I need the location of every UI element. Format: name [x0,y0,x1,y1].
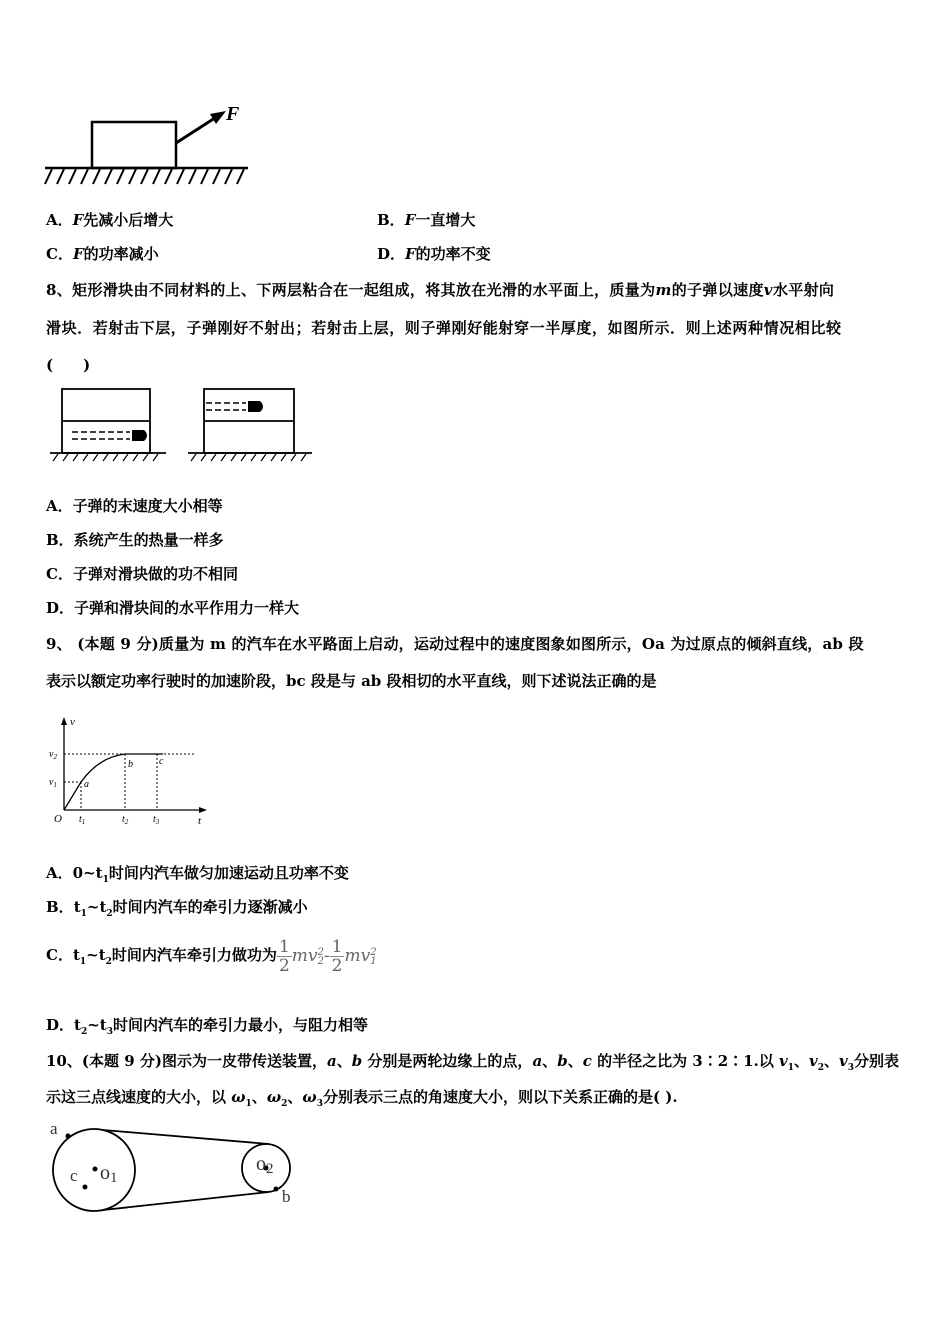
option-text: 时间内汽车的牵引力逐渐减小 [112,898,308,916]
separator: 、 [567,1052,583,1070]
point-c-label: c [70,1166,78,1185]
option-letter: A． [46,211,73,229]
option-letter: B． [46,898,74,916]
q9-stem-line1: 9、 (本题 9 分)质量为 m 的汽车在水平路面上启动，运动过程中的速度图象如图所示，Oa 为过原点的倾斜直线，ab 段 [46,635,864,653]
separator: 、 [336,1052,352,1070]
var-omega: ω [266,1088,282,1106]
subscript: 3 [106,1027,113,1037]
var-omega: ω [231,1088,246,1106]
stem-text: 分别表 [854,1052,900,1070]
q8-stem-line3: ( ) [46,356,91,374]
mv-symbol: mv [291,946,318,966]
fraction-denominator: 2 [331,955,343,976]
block-upper-shot [188,389,312,461]
stem-text: 的子弹以速度 [671,281,764,299]
fraction-half-2 [330,938,345,975]
time-var: ~t [87,1016,107,1034]
var-v: v [809,1052,818,1070]
q9-option-b [46,897,308,924]
superscript: 2 [370,946,377,958]
option-letter: C． [46,245,73,263]
stem-text: 8、矩形滑块由不同材料的上、下两层粘合在一起组成，将其放在光滑的水平面上，质量为 [46,281,656,299]
time-var: t [74,1016,81,1034]
mv-symbol: mv [344,946,371,966]
q8-option-b: B．系统产生的热量一样多 [46,531,224,549]
fraction-denominator: 2 [278,955,290,976]
separator: 、 [824,1052,840,1070]
option-var: F [72,245,84,263]
option-var: F [72,211,84,229]
var-v: v [763,281,773,299]
q7-option-a [46,210,173,230]
label-t2: $t_2$ [122,814,129,826]
option-letter: C． [46,946,73,964]
subscript: 3 [316,1099,323,1109]
q10-stem-line2 [46,1087,678,1114]
stem-text: 分别表示三点的角速度大小，则以下关系正确的是( ). [322,1088,678,1106]
option-letter: D． [377,245,406,263]
q8-stem-line2: 滑块．若射击下层，子弹刚好不射出；若射击上层，则子弹刚好能射穿一半厚度，如图所示．则上述两种情况相比较 [46,319,842,337]
time-var: 0~t [72,864,103,882]
option-text: 时间内汽车牵引力做功为 [111,946,277,964]
var-m: m [655,281,672,299]
time-var: ~t [86,946,106,964]
force-label: F [226,103,240,125]
option-var: F [404,211,416,229]
q7-option-b [377,210,475,230]
stem-text: 10、(本题 9 分)图示为一皮带传送装置， [46,1052,327,1070]
subscript: 2 [317,955,324,967]
subscript: 3 [847,1063,855,1073]
q8-stem-line1 [46,280,834,300]
kinetic-term-1 [344,933,376,979]
velocity-time-graph [44,712,214,830]
minus-sign: - [323,946,330,966]
option-letter: D． [46,1016,75,1034]
axis-label-v: v [70,716,75,728]
q9-option-d [46,1015,368,1042]
option-text: 时间内汽车做匀加速运动且功率不变 [108,864,349,882]
separator: 、 [287,1088,303,1106]
stem-text: 水平射向 [772,281,835,299]
block-lower-shot [50,389,166,461]
superscript: 2 [317,946,324,958]
option-text: 的功率减小 [83,245,159,263]
point-a: a [84,779,89,790]
option-text: 一直增大 [415,211,476,229]
kinetic-term-2 [292,933,324,979]
point-c: c [159,756,164,767]
point-b-label: b [282,1187,291,1206]
q7-option-c [46,244,159,264]
subscript: 2 [80,1027,88,1037]
label-t1: $t_1$ [79,814,86,826]
subscript: 1 [79,957,87,967]
var-omega: ω [302,1088,317,1106]
stem-text: 的半径之比为 3∶2∶1.以 [591,1052,780,1070]
subscript: 2 [817,1063,825,1073]
fraction-half [277,938,292,975]
q8-option-a: A．子弹的末速度大小相等 [46,497,223,515]
var-b: b [557,1052,568,1070]
q7-option-d [377,244,491,264]
var-v: v [779,1052,788,1070]
option-letter: B． [377,211,405,229]
separator: 、 [542,1052,558,1070]
subscript: 1 [80,909,87,919]
option-text: 先减小后增大 [83,211,174,229]
time-var: ~t [86,898,107,916]
q9-option-a [46,863,349,890]
stem-text: 示这三点线速度的大小，以 [46,1088,232,1106]
label-v1: $v_1$ [49,777,57,789]
fraction-numerator: 1 [278,936,290,957]
subscript: 1 [787,1063,795,1073]
time-var: t [72,946,80,964]
q10-stem-line1 [46,1051,899,1078]
option-letter: A． [46,864,73,882]
fraction-numerator: 1 [331,936,343,957]
subscript: 1 [102,875,109,885]
option-var: F [405,245,416,263]
subscript: 2 [281,1099,288,1109]
q8-option-d: D．子弹和滑块间的水平作用力一样大 [46,599,300,617]
var-c: c [582,1052,592,1070]
label-t3: $t_3$ [153,814,160,826]
separator: 、 [251,1088,267,1106]
subscript: 2 [106,909,113,919]
axis-label-t: t [198,815,202,827]
q9-option-c [46,932,377,985]
var-a: a [326,1052,337,1070]
option-text: 时间内汽车的牵引力最小，与阻力相等 [112,1016,368,1034]
point-a-label: a [50,1119,58,1138]
belt-pulley-figure [40,1116,310,1218]
subscript: 2 [105,957,112,967]
var-b: b [351,1052,363,1070]
var-v: v [839,1052,848,1070]
bullet-block-figure [46,383,316,465]
q9-stem-line2: 表示以额定功率行驶时的加速阶段，bc 段是与 ab 段相切的水平直线，则下述说法正确的是 [46,672,657,690]
center-o1-label: o1 [100,1162,118,1186]
stem-text: 分别是两轮边缘上的点， [362,1052,533,1070]
subscript: 1 [370,955,377,967]
subscript: 1 [245,1099,252,1109]
option-text: 的功率不变 [415,245,491,263]
time-var: t [73,898,81,916]
block-force-figure [40,98,255,190]
var-a: a [532,1052,543,1070]
q8-option-c: C．子弹对滑块做的功不相同 [46,565,238,583]
origin-label: O [54,813,62,825]
center-o2-label: o2 [256,1153,274,1177]
point-b: b [128,759,133,770]
label-v2: $v_2$ [49,749,57,761]
separator: 、 [794,1052,810,1070]
